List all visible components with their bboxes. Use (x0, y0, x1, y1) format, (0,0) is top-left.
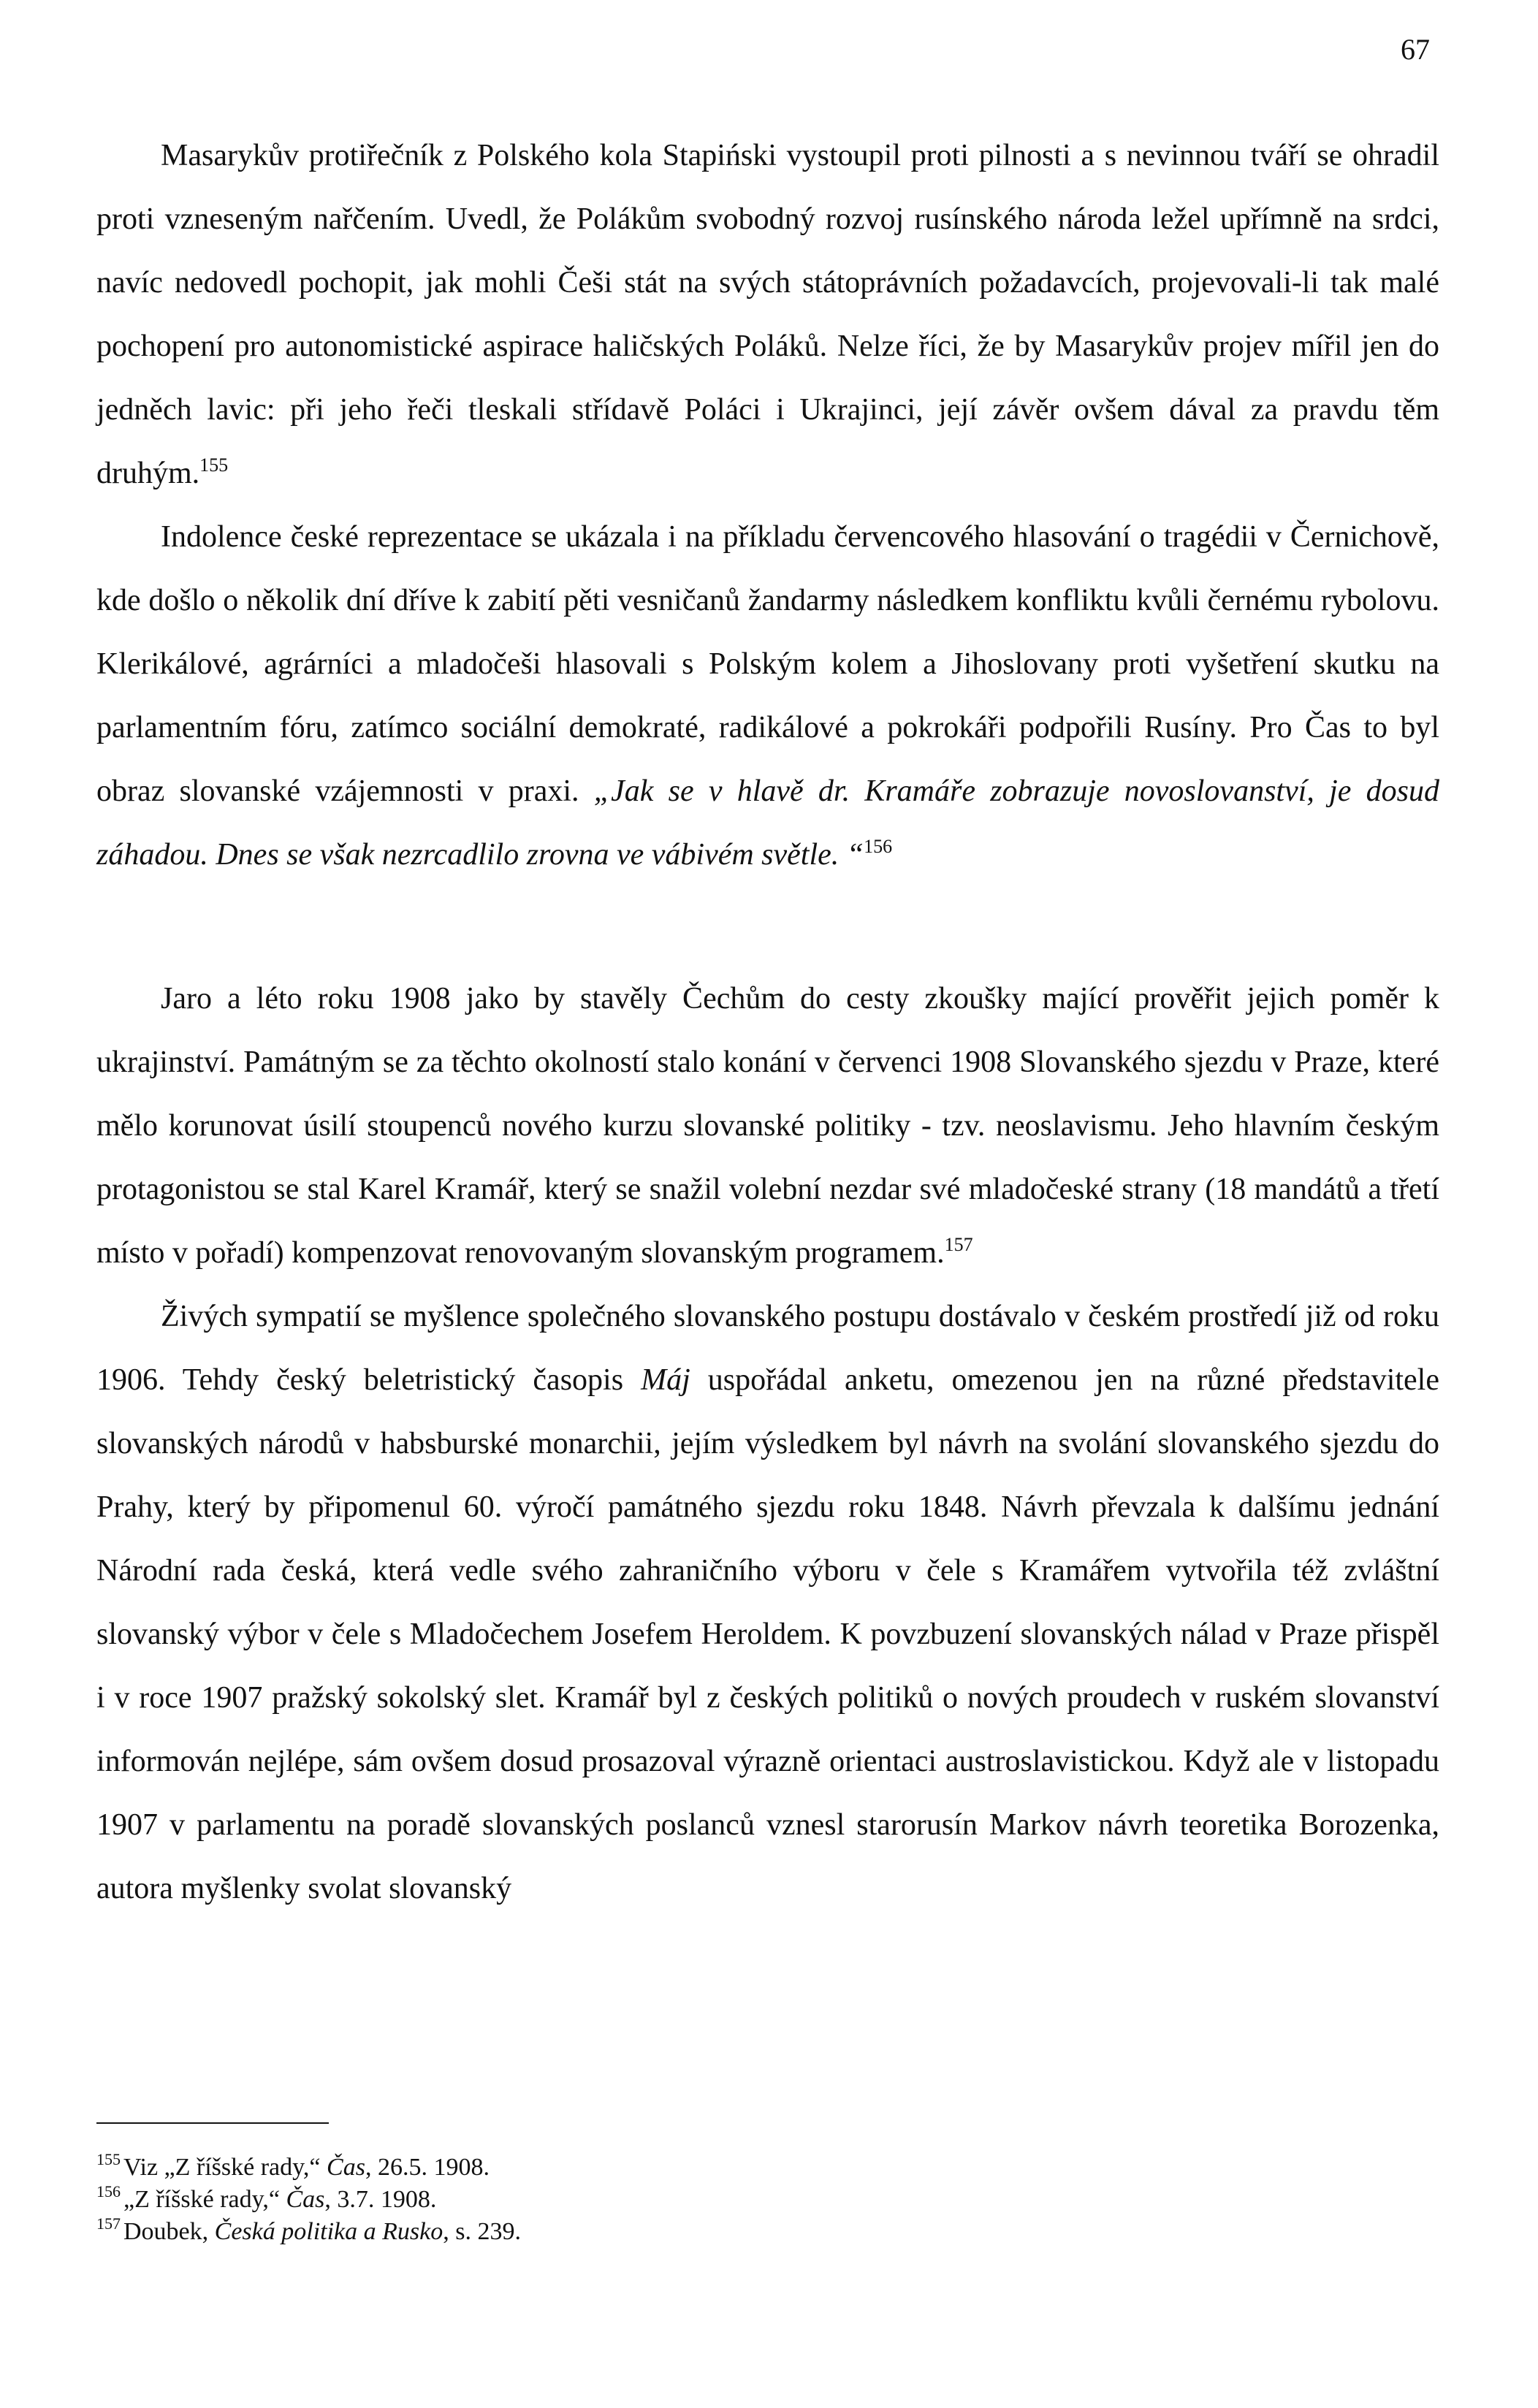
text-run: Jaro a léto roku 1908 jako by stavěly Čechům do cesty zkoušky mající prověřit jejich poměr k ukrajinství. Památným se za těchto okolností stalo konání v červenci 1908 Slovanského sjezdu v Praze, které mělo korunovat úsilí stoupenců nového kurzu slovanské politiky - tzv. neoslavismu. Jeho hlavním českým protagonistou se stal Karel Kramář, který se snažil volební nezdar své mladočeské strany (18 mandátů a třetí místo v pořadí) kompenzovat renovovaným slovanským programem. (96, 982, 1439, 1270)
text-run: Indolence české reprezentace se ukázala i na příkladu červencového hlasování o tragédii v Černichově, kde došlo o několik dní dříve k zabití pěti vesničanů žandarmy následkem konfliktu kvůli černému rybolovu. Klerikálové, agrárníci a mladočeši hlasovali s Polským kolem a Jihoslovany proti vyšetření skutku na parlamentním fóru, zatímco sociální demokraté, radikálové a pokrokáři podpořili Rusíny. Pro Čas to byl obraz slovanské vzájemnosti v praxi. (96, 520, 1439, 808)
footnote (96, 2184, 1439, 2216)
body-text (96, 124, 1439, 1921)
footnote-reference: 156 (864, 836, 893, 857)
footnote-number: 157 (96, 2214, 121, 2233)
footnote-reference: 155 (199, 454, 229, 476)
text-run: uspořádal anketu, omezenou jen na různé představitele slovanských národů v habsburské monarchii, jejím výsledkem byl návrh na svolání slovanského sjezdu do Prahy, který by připomenul 60. výročí památného sjezdu roku 1848. Návrh převzala k dalšímu jednání Národní rada česká, která vedle svého zahraničního výboru v čele s Kramářem vytvořila též zvláštní slovanský výbor v čele s Mladočechem Josefem Heroldem. K povzbuzení slovanských nálad v Praze přispěl i v roce 1907 pražský sokolský slet. Kramář byl z českých politiků o nových proudech v ruském slovanství informován nejlépe, sám ovšem dosud prosazoval výrazně orientaci austroslavistickou. Když ale v listopadu 1907 v parlamentu na poradě slovanských poslanců vznesl starorusín Markov návrh teoretika Borozenka, autora myšlenky svolat slovanský (96, 1363, 1439, 1905)
footnote-separator (96, 2122, 329, 2124)
footnote-reference: 157 (944, 1234, 973, 1255)
italic-run: Čas (286, 2186, 325, 2213)
text-run: , s. 239. (443, 2218, 521, 2245)
paragraph (96, 1285, 1439, 1921)
paragraph (96, 124, 1439, 506)
text-run: Viz „Z říšské rady,“ (123, 2154, 327, 2181)
footnote-number: 155 (96, 2150, 121, 2168)
paragraph (96, 967, 1439, 1285)
text-run: , 3.7. 1908. (324, 2186, 437, 2213)
italic-run: „Jak se v hlavě dr. Kramáře zobrazuje novoslovanství, je dosud záhadou. Dnes se však nezrcadlilo zrovna ve vábivém světle. “ (96, 774, 1439, 872)
footnote (96, 2152, 1439, 2184)
text-run: Masarykův protiřečník z Polského kola Stapiński vystoupil proti pilnosti a s nevinnou tváří se ohradil proti vzneseným nařčením. Uvedl, že Polákům svobodný rozvoj rusínského národa ležel upřímně na srdci, navíc nedovedl pochopit, jak mohli Češi stát na svých státoprávních požadavcích, projevovali-li tak malé pochopení pro autonomistické aspirace haličských Poláků. Nelze říci, že by Masarykův projev mířil jen do jedněch lavic: při jeho řeči tleskali střídavě Poláci i Ukrajinci, její závěr ovšem dával za pravdu těm druhým. (96, 139, 1439, 490)
text-run: Doubek, (123, 2218, 215, 2245)
italic-run: Česká politika a Rusko (214, 2218, 443, 2245)
paragraph (96, 506, 1439, 887)
page-number: 67 (1401, 33, 1430, 66)
italic-run: Čas (327, 2154, 365, 2181)
text-run: „Z říšské rady,“ (123, 2186, 286, 2213)
footnote (96, 2216, 1439, 2248)
footnote-number: 156 (96, 2182, 121, 2201)
text-run: Živých sympatií se myšlence společného slovanského postupu dostávalo v českém prostředí již od roku 1906. Tehdy český beletristický časopis (96, 1300, 1439, 1397)
italic-run: Máj (641, 1363, 690, 1397)
text-run: , 26.5. 1908. (365, 2154, 490, 2181)
footnotes (96, 2152, 1439, 2248)
